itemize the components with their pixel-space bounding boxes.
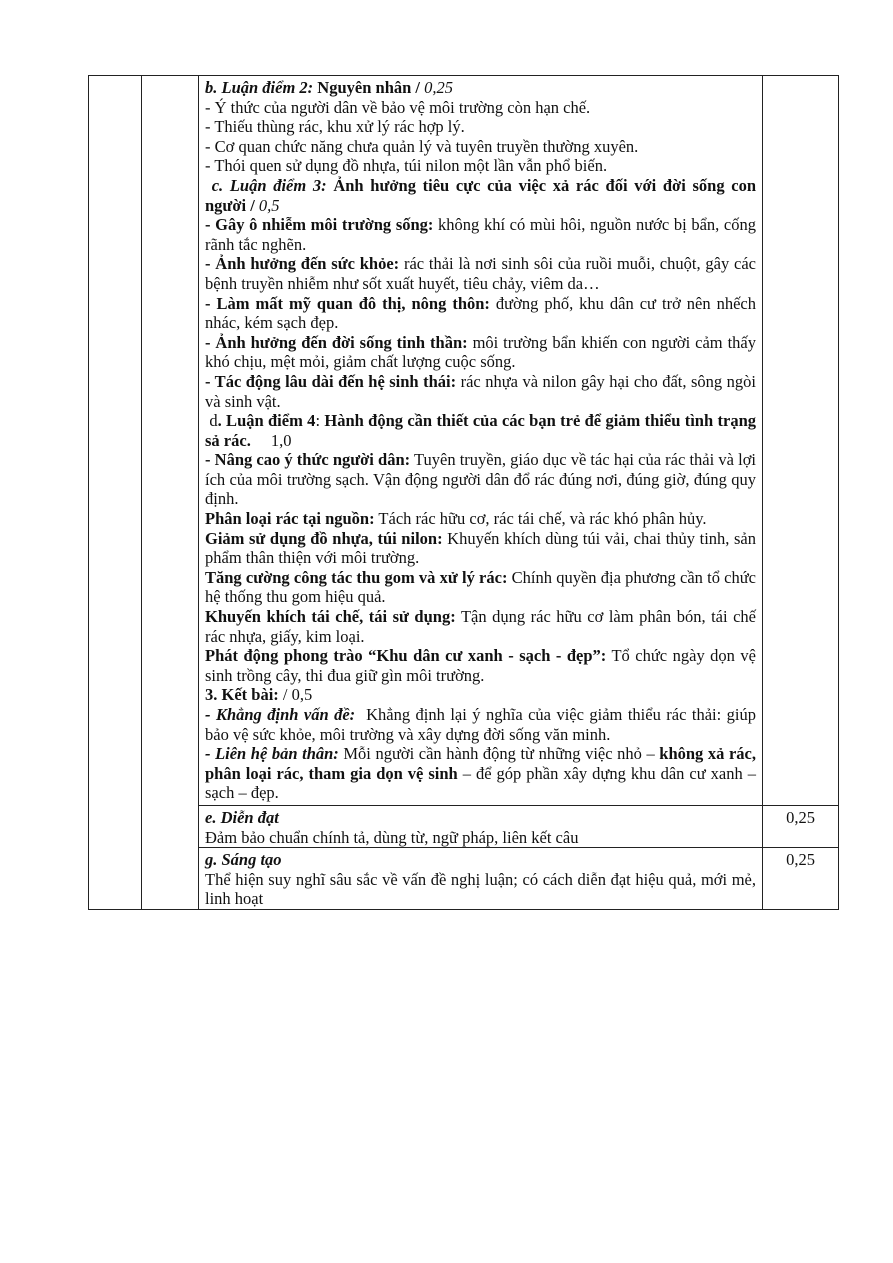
list-item: - Thiếu thùng rác, khu xử lý rác hợp lý. [205,117,465,137]
section-b-sep: / [411,78,425,97]
item-lead: - Khẳng định vấn đề: [205,705,356,724]
section-e-text: Đảm bảo chuẩn chính tả, dùng từ, ngữ pháp, liên kết câu [205,827,579,847]
section-c-sep: / [246,195,259,215]
item-lead: - Nâng cao ý thức người dân: [205,450,411,470]
item-lead: - Liên hệ bản thân: [205,744,339,764]
section-c-heading [205,176,756,215]
item-bold: không xả rác, phân loại rác, tham gia dọn vệ sinh [205,744,756,783]
section-d-score: 1,0 [270,430,292,450]
list-item [205,509,756,529]
section-c-bold: Ảnh hưởng tiêu cực của việc xả rác đối với đời sống con người [205,175,757,215]
list-item [205,568,756,607]
item-text: không khí có mùi hôi, nguồn nước bị bẩn, cống rãnh tắc nghẽn. [205,215,756,254]
list-item [205,607,756,646]
item-lead: Phân loại rác tại nguồn: [205,509,375,529]
item-lead: - Ảnh hưởng đến đời sống tinh thần: [205,332,468,352]
section-d-heading [205,411,756,450]
col-question-cell [89,76,142,910]
item-text: Tuyên truyền, giáo dục về tác hại của rác thải và lợi ích của môi trường sạch. Vận động người dân đổ rác đúng nơi, đúng giờ, đúng quy định. [205,450,756,509]
list-item [205,450,756,509]
section-g-title: g. Sáng tạo [205,850,282,870]
item-text: Tổ chức ngày dọn vệ sinh trồng cây, thi đua giữ gìn môi trường. [205,646,756,685]
list-item [205,333,756,372]
item-text: Tận dụng rác hữu cơ làm phân bón, tái chế rác nhựa, giấy, kim loại. [205,607,757,646]
content-cell [199,76,763,806]
item-text: Tách rác hữu cơ, rác tái chế, và rác khó phân hủy. [374,509,707,529]
item-lead: - Làm mất mỹ quan đô thị, nông thôn: [205,293,490,313]
section-b-heading [205,78,756,98]
section-b-score: 0,25 [424,78,454,97]
item-lead: Giảm sử dụng đồ nhựa, túi nilon: [205,528,443,548]
section-b-title: b. Luận điểm 2: [205,78,314,97]
list-item [205,294,756,333]
list-item: - Cơ quan chức năng chưa quản lý và tuyên truyền thường xuyên. [205,136,639,156]
section-e-title: e. Diễn đạt [205,807,279,827]
item-text: môi trường bẩn khiến con người cảm thấy khó chịu, mệt mỏi, giảm chất lượng cuộc sống. [205,332,756,372]
list-item [205,705,761,744]
list-item [205,646,756,685]
col-part-cell [142,76,199,910]
section-d-prefix: d [209,411,218,431]
section-g-text: Thể hiện suy nghĩ sâu sắc về vấn đề nghị luận; có cách diễn đạt hiệu quả, mới mẻ, linh hoạt [205,869,756,909]
section-d-colon: : [315,411,325,431]
section-d-bold: Hành động cần thiết của các bạn trẻ để giảm thiểu tình trạng sả rác. [205,411,756,450]
list-item [205,215,756,254]
item-lead: - Tác động lâu dài đến hệ sinh thái: [205,371,457,391]
item-lead: - Ảnh hưởng đến sức khỏe: [205,254,400,274]
item-text: Khuyến khích dùng túi vải, chai thủy tinh, sản phẩm thân thiện với môi trường. [205,528,757,568]
list-item [205,744,756,803]
table-row [89,76,839,806]
list-item [205,372,756,411]
section-b-bold: Nguyên nhân [317,78,412,97]
item-text: Chính quyền địa phương cần tổ chức hệ thống thu gom hiệu quả. [205,567,756,607]
item-lead: Phát động phong trào “Khu dân cư xanh - sạch - đẹp”: [205,646,607,666]
item-text: rác thải là nơi sinh sôi của ruồi muỗi, chuột, gây các bệnh truyền nhiễm như sốt xuất huyết, tiêu chảy, viêm da… [205,254,756,293]
conclusion-heading [205,685,756,705]
item-text: – để góp phần xây dựng khu dân cư xanh – sạch – đẹp. [205,763,756,803]
conclusion-score: 0,5 [291,685,313,705]
item-text: đường phố, khu dân cư trở nên nhếch nhác, kém sạch đẹp. [205,293,756,333]
list-item: - Thói quen sử dụng đồ nhựa, túi nilon một lần vẫn phổ biến. [205,156,608,176]
content-cell-g [199,848,763,910]
table-row [89,805,839,847]
section-c-title: c. Luận điểm 3: [211,175,327,195]
score-cell [763,76,839,806]
section-d-title: . Luận điểm 4 [217,411,316,431]
section-c-score: 0,5 [258,195,280,215]
conclusion-sep: / [278,685,292,705]
item-text: rác nhựa và nilon gây hại cho đất, sông ngòi và sinh vật. [205,371,756,411]
grading-table [88,75,839,910]
list-item: - Ý thức của người dân về bảo vệ môi trường còn hạn chế. [205,97,591,117]
score-cell-g: 0,25 [763,848,839,910]
item-lead: Khuyến khích tái chế, tái sử dụng: [205,607,456,627]
item-text: Khẳng định lại ý nghĩa của việc giảm thiểu rác thải: giúp bảo vệ sức khỏe, môi trường và xây dựng đời sống văn minh. [205,705,761,744]
content-cell-e [199,805,763,847]
table-row [89,848,839,910]
list-item [205,529,756,568]
score-cell-e: 0,25 [763,805,839,847]
list-item [205,254,756,293]
item-lead: Tăng cường công tác thu gom và xử lý rác: [205,567,508,587]
item-lead: - Gây ô nhiễm môi trường sống: [205,215,434,235]
item-text: Mỗi người cần hành động từ những việc nhỏ – [338,744,660,764]
conclusion-title: 3. Kết bài: [205,685,279,705]
